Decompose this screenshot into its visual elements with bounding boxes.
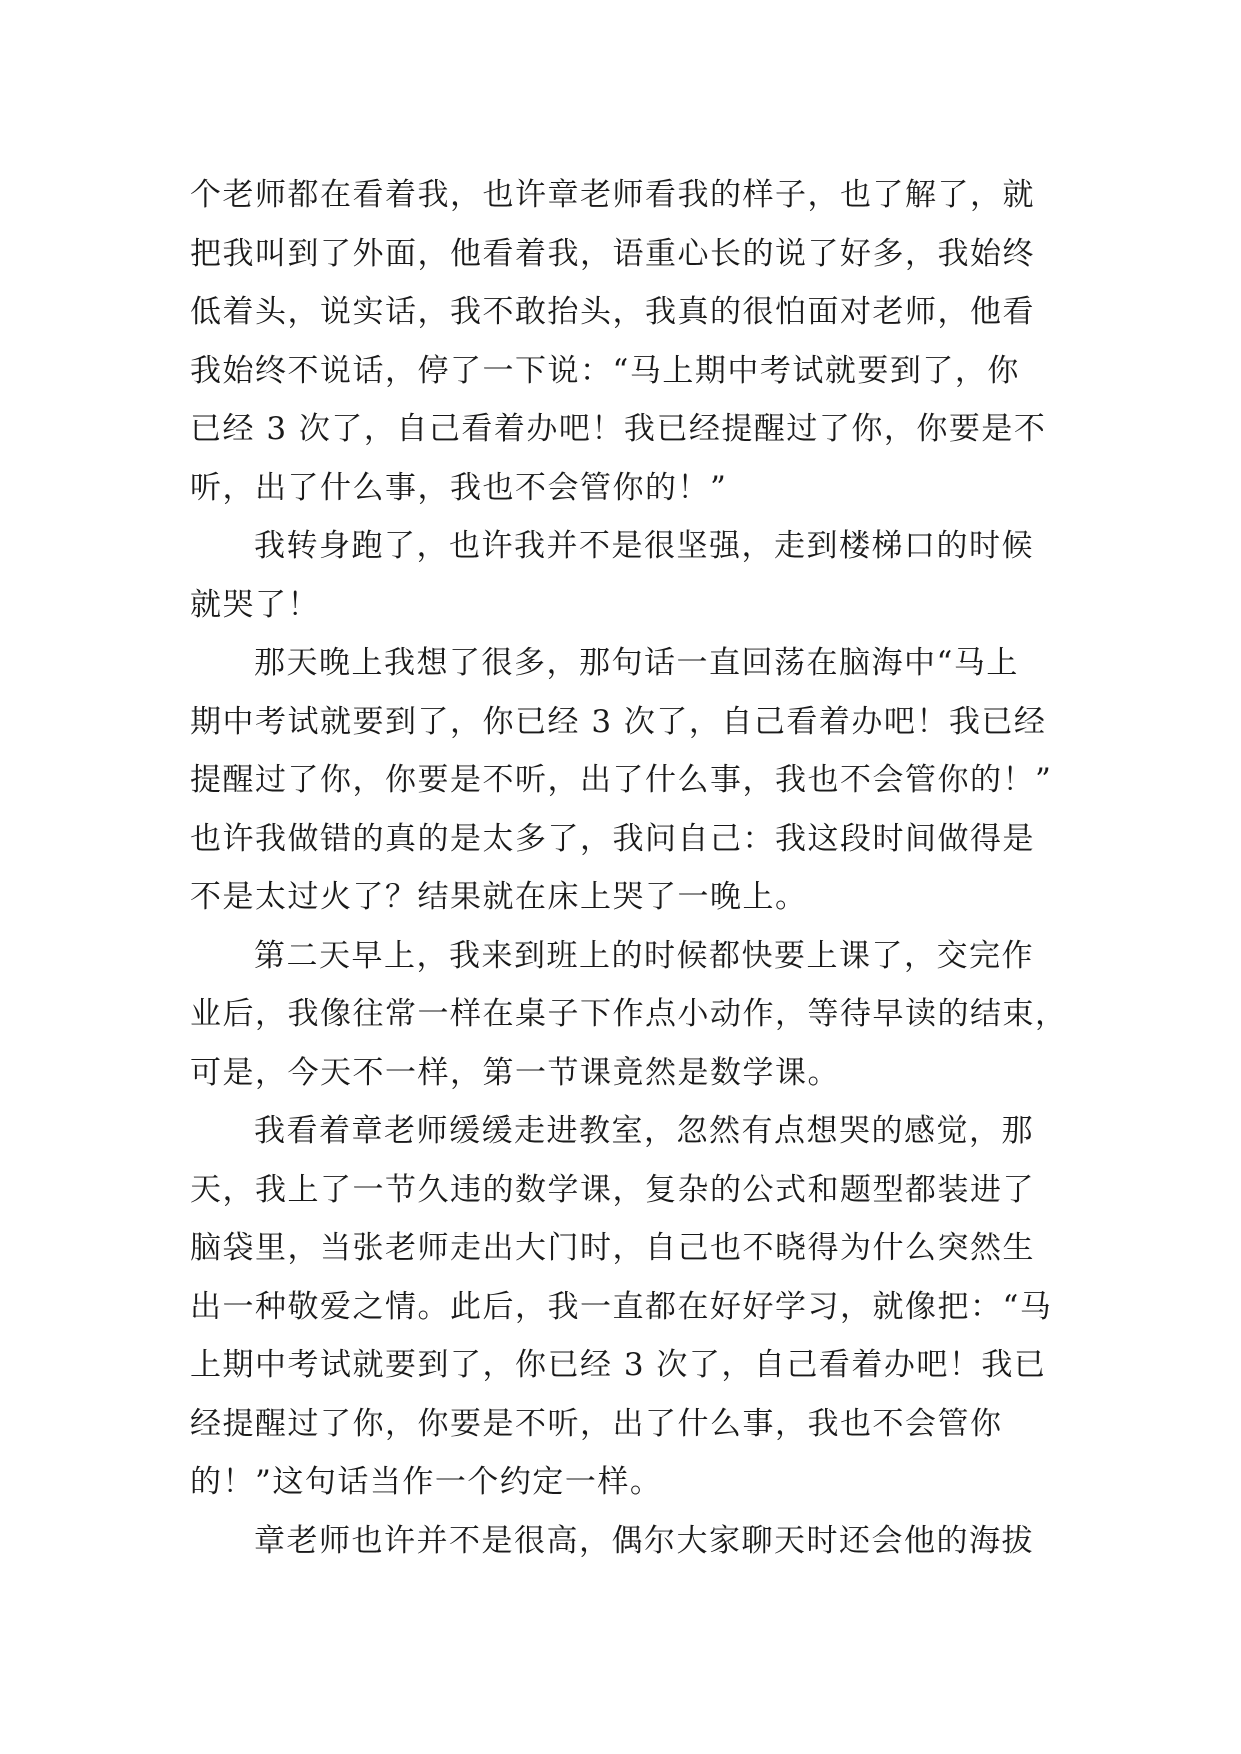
text-line: 就哭了！ [190,586,320,623]
text-line: 上期中考试就要到了，你已经 3 次了，自己看着办吧！我已 [190,1347,1047,1383]
text-line: 的！”这句话当作一个约定一样。 [190,1464,663,1500]
text-line: 出一种敬爱之情。此后，我一直都在好好学习，就像把：“马 [190,1288,1053,1325]
text-line: 脑袋里，当张老师走出大门时，自己也不晓得为什么突然生 [190,1230,1035,1266]
paragraph-first-line: 我转身跑了，也许我并不是很坚强，走到楼梯口的时候 [254,528,1034,564]
text-line: 不是太过火了？结果就在床上哭了一晚上。 [190,879,808,915]
text-line: 经提醒过了你，你要是不听，出了什么事，我也不会管你 [190,1405,1003,1442]
text-line: 低着头，说实话，我不敢抬头，我真的很怕面对老师，他看 [190,294,1035,330]
paragraph-first-line: 第二天早上，我来到班上的时候都快要上课了，交完作 [254,937,1034,974]
text-line: 提醒过了你，你要是不听，出了什么事，我也不会管你的！” [190,762,1053,798]
text-line: 天，我上了一节久违的数学课，复杂的公式和题型都装进了 [190,1171,1035,1208]
text-line: 个老师都在看着我，也许章老师看我的样子，也了解了，就 [190,177,1035,213]
text-line: 把我叫到了外面，他看着我，语重心长的说了好多，我始终 [190,235,1035,272]
text-line: 我始终不说话，停了一下说：“马上期中考试就要到了，你 [190,352,1020,389]
text-line: 可是，今天不一样，第一节课竟然是数学课。 [190,1054,840,1091]
paragraph-first-line: 我看着章老师缓缓走进教室，忽然有点想哭的感觉，那 [254,1113,1034,1149]
text-line: 也许我做错的真的是太多了，我问自己：我这段时间做得是 [190,820,1035,857]
text-line: 已经 3 次了，自己看着办吧！我已经提醒过了你，你要是不 [190,411,1047,447]
text-line: 业后，我像往常一样在桌子下作点小动作，等待早读的结束， [190,996,1068,1032]
text-line: 听，出了什么事，我也不会管你的！” [190,469,728,506]
paragraph-first-line: 章老师也许并不是很高，偶尔大家聊天时还会他的海拔 [254,1522,1034,1559]
paragraph-first-line: 那天晚上我想了很多，那句话一直回荡在脑海中“马上 [254,645,1019,681]
document-page [190,166,1068,1570]
text-line: 期中考试就要到了，你已经 3 次了，自己看着办吧！我已经 [190,703,1047,740]
